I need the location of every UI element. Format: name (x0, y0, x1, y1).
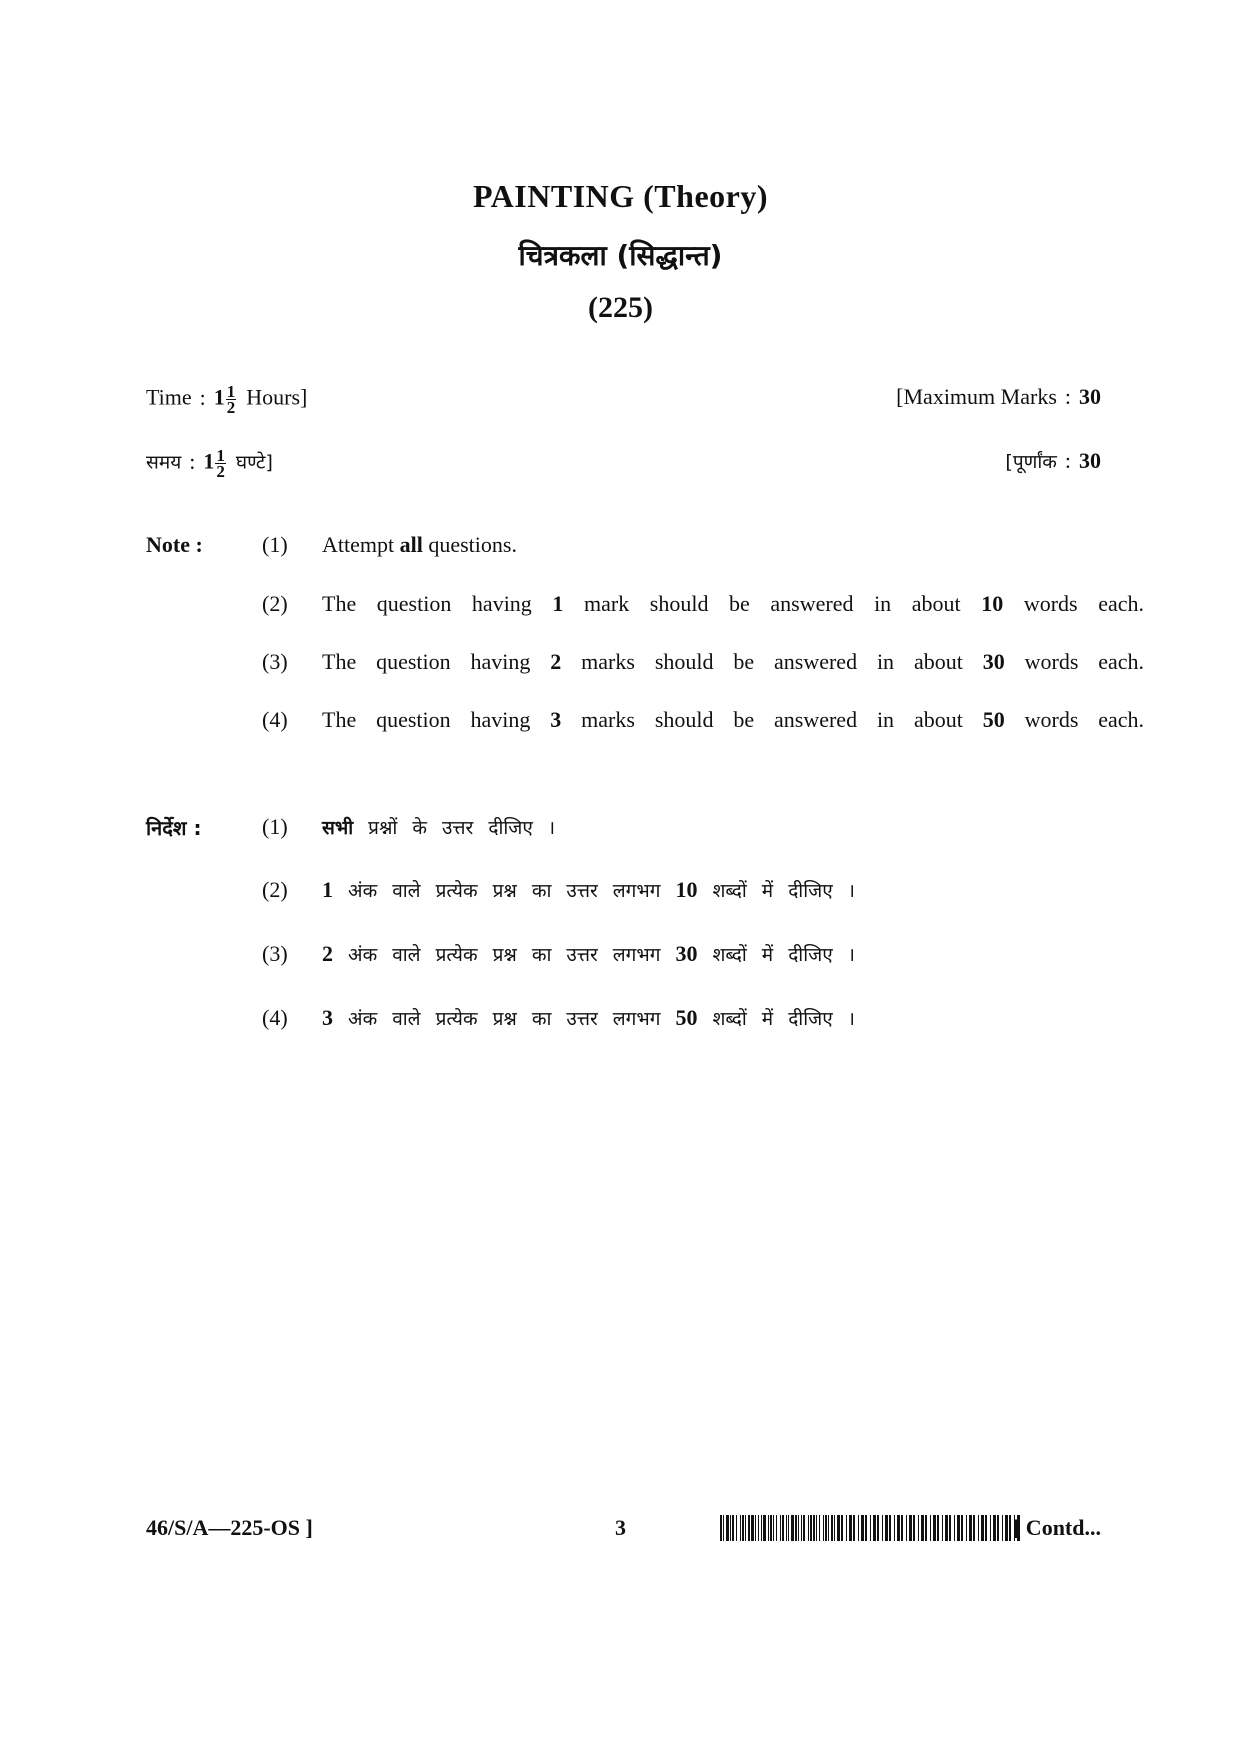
time-fraction-hindi (215, 448, 226, 479)
subject-code: (225) (588, 291, 653, 324)
note-number: (1) (262, 814, 288, 839)
note-item-hindi: 1 अंक वाले प्रत्येक प्रश्न का उत्तर लगभग 10 शब्दों में दीजिए । (322, 877, 855, 902)
time-english: Time : 1 $\frac{1}{2}$ Hours] (146, 382, 308, 417)
barcode-icon (720, 1515, 1022, 1541)
time-label: Time (146, 384, 192, 410)
max-marks-english: [Maximum Marks : 30 (896, 384, 1101, 409)
paper-title-english: PAINTING (Theory) (473, 178, 768, 214)
note-number: (1) (262, 532, 288, 557)
note-item: Attempt all questions. (322, 532, 517, 557)
note-number: (3) (262, 649, 288, 674)
note-label-english: Note : (146, 532, 203, 557)
time-label-hindi: समय (146, 451, 182, 474)
time-whole-hindi: 1 (203, 448, 215, 474)
note-number: (4) (262, 707, 288, 732)
note-item: The question having 1 mark should be answered in about 10 words each. (322, 591, 1145, 616)
time-unit: Hours] (246, 384, 308, 410)
note-item: The question having 2 marks should be answered in about 30 words each. (322, 649, 1145, 674)
note-item-hindi: सभी प्रश्नों के उत्तर दीजिए । (322, 817, 556, 839)
footer-paper-code: 46/S/A—225-OS ] (146, 1515, 313, 1540)
time-unit-hindi: घण्टे] (235, 451, 273, 474)
note-label-hindi: निर्देश : (146, 816, 202, 840)
note-number: (2) (262, 877, 288, 902)
note-item-hindi: 2 अंक वाले प्रत्येक प्रश्न का उत्तर लगभग 30 शब्दों में दीजिए । (322, 941, 855, 966)
time-whole: 1 (213, 384, 225, 410)
time-hindi: समय : 1 $\frac{1}{2}$ घण्टे] (146, 446, 273, 481)
page-number: 3 (615, 1515, 626, 1540)
max-marks-label: [Maximum Marks (896, 384, 1057, 409)
note-number: (2) (262, 591, 288, 616)
max-marks-value: 30 (1079, 384, 1101, 409)
max-marks-value-hindi: 30 (1079, 448, 1101, 473)
time-fraction-num-hindi: 1 (216, 446, 225, 465)
max-marks-hindi: [पूर्णांक : 30 (1005, 448, 1101, 473)
time-fraction-den-hindi: 2 (216, 462, 225, 481)
time-fraction-num: 1 (226, 382, 236, 401)
paper-title-hindi: चित्रकला (सिद्धान्त) (518, 239, 723, 272)
time-fraction-den: 2 (226, 398, 236, 417)
contd-label: [ Contd... (1012, 1515, 1101, 1540)
time-fraction (226, 384, 237, 415)
note-item-hindi: 3 अंक वाले प्रत्येक प्रश्न का उत्तर लगभग 50 शब्दों में दीजिए । (322, 1005, 855, 1030)
max-marks-label-hindi: [पूर्णांक (1005, 451, 1057, 473)
note-number: (3) (262, 941, 288, 966)
note-number: (4) (262, 1005, 288, 1030)
note-item: The question having 3 marks should be answered in about 50 words each. (322, 707, 1145, 732)
